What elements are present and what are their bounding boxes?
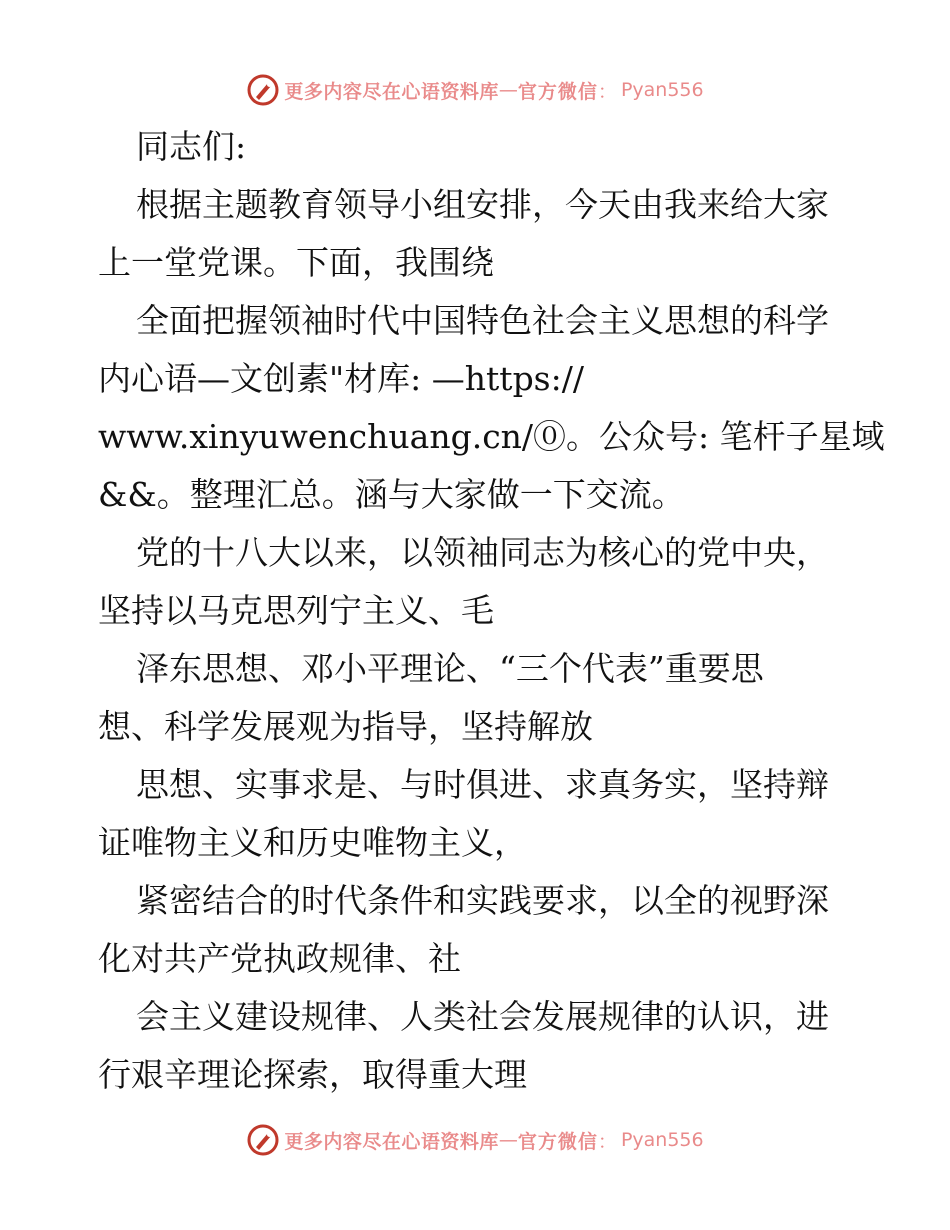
watermark-colon: ： (597, 1130, 617, 1153)
watermark-colon: ： (597, 80, 617, 103)
text-line: 想、科学发展观为指导，坚持解放 (98, 707, 593, 746)
text-line: 党的十八大以来，以领袖同志为核心的党中央， (136, 533, 829, 572)
header-watermark (0, 70, 950, 110)
text-line: 化对共产党执政规律、社 (98, 939, 461, 978)
text-line: 上一堂党课。下面，我围绕 (98, 243, 494, 282)
watermark-brand: 更多内容尽在心语资料库 (284, 1130, 499, 1153)
text-line: 内心语—文创素"材库: —https:// (98, 359, 584, 398)
text-line: 根据主题教育领导小组安排，今天由我来给大家 (136, 185, 829, 224)
watermark-dash: — (498, 79, 518, 101)
text-line: 泽东思想、邓小平理论、“三个代表”重要思 (136, 649, 764, 688)
watermark-official-label: 官方微信 (517, 1130, 598, 1153)
pen-logo-icon (246, 1123, 280, 1157)
pen-logo-icon (246, 73, 280, 107)
text-line: 思想、实事求是、与时俱进、求真务实，坚持辩 (136, 765, 829, 804)
text-line: 紧密结合的时代条件和实践要求，以全的视野深 (136, 881, 829, 920)
document-body (98, 118, 918, 1104)
text-line: 会主义建设规律、人类社会发展规律的认识，进 (136, 997, 829, 1036)
text-line: 证唯物主义和历史唯物主义， (98, 823, 527, 862)
watermark-official-label: 官方微信 (517, 80, 598, 103)
text-line: 坚持以马克思列宁主义、毛 (98, 591, 494, 630)
text-line: 全面把握领袖时代中国特色社会主义思想的科学 (136, 301, 829, 340)
text-line: &&。整理汇总。涵与大家做一下交流。 (98, 475, 685, 514)
watermark-wechat-id: Pyan556 (620, 1129, 704, 1151)
text-line: 行艰辛理论探索，取得重大理 (98, 1055, 527, 1094)
text-line: 同志们: (136, 127, 247, 166)
watermark-dash: — (498, 1129, 518, 1151)
watermark-brand: 更多内容尽在心语资料库 (284, 80, 499, 103)
text-line: www.xinyuwenchuang.cn/⓪。公众号: 笔杆子星域 (98, 417, 885, 456)
watermark-wechat-id: Pyan556 (620, 79, 704, 101)
footer-watermark (0, 1120, 950, 1160)
